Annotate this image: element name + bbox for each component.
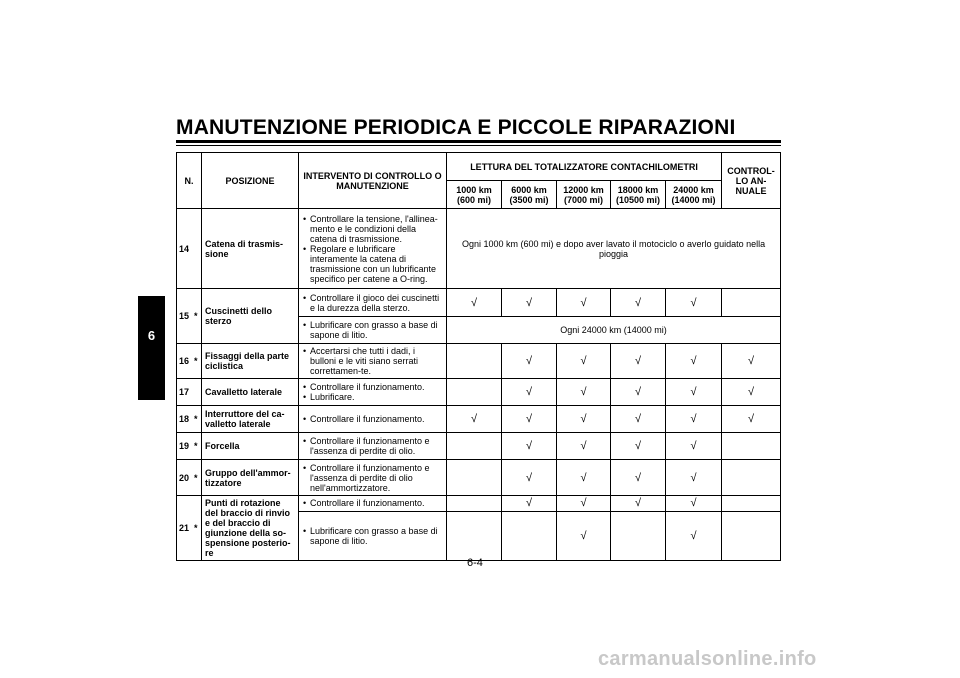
title-rule bbox=[176, 140, 781, 143]
row-intervention bbox=[299, 511, 447, 560]
watermark-text: carmanualsonline.info bbox=[598, 648, 817, 670]
row-number: 18 * bbox=[177, 406, 202, 433]
empty-cell bbox=[722, 496, 781, 512]
empty-cell bbox=[447, 460, 502, 496]
empty-cell bbox=[447, 344, 502, 379]
maintenance-table bbox=[176, 152, 781, 561]
list-item: • Controllare il funzionamento e l'assenza di perdite di olio. bbox=[310, 436, 443, 456]
check-mark: √ bbox=[557, 406, 611, 433]
row-number: 17 bbox=[177, 379, 202, 406]
row-intervention bbox=[299, 289, 447, 317]
star-mark: * bbox=[194, 311, 198, 321]
header-annual-check: CONTROL-LO AN-NUALE bbox=[722, 153, 781, 209]
header-km-5: 24000 km (14000 mi) bbox=[666, 181, 722, 209]
list-item: • Lubrificare. bbox=[310, 392, 443, 402]
check-mark: √ bbox=[557, 289, 611, 317]
header-km-1: 1000 km (600 mi) bbox=[447, 181, 502, 209]
star-mark: * bbox=[194, 523, 198, 533]
list-item: • Controllare il funzionamento e l'assenza di perdite di olio nell'ammortizzatore. bbox=[310, 463, 443, 493]
list-item: • Regolare e lubrificare interamente la catena di trasmissione con un lubrificante specifico per catene a O-ring. bbox=[310, 244, 443, 284]
title-rule-thin bbox=[176, 145, 781, 146]
list-item: • Controllare il funzionamento. bbox=[310, 382, 443, 392]
empty-cell bbox=[722, 289, 781, 317]
check-mark: √ bbox=[666, 344, 722, 379]
header-km-2: 6000 km (3500 mi) bbox=[502, 181, 557, 209]
row-position: Gruppo dell'ammor-tizzatore bbox=[202, 460, 299, 496]
check-mark: √ bbox=[447, 406, 502, 433]
check-mark: √ bbox=[666, 496, 722, 512]
table-row bbox=[177, 209, 781, 289]
page-number: 6-4 bbox=[467, 557, 483, 569]
header-odometer: LETTURA DEL TOTALIZZATORE CONTACHILOMETRI bbox=[447, 153, 722, 181]
check-mark: √ bbox=[502, 496, 557, 512]
star-mark: * bbox=[194, 356, 198, 366]
check-mark: √ bbox=[502, 460, 557, 496]
empty-cell bbox=[502, 511, 557, 560]
row-position: Fissaggi della parte ciclistica bbox=[202, 344, 299, 379]
check-mark: √ bbox=[611, 289, 666, 317]
row-number: 20 * bbox=[177, 460, 202, 496]
check-mark: √ bbox=[557, 344, 611, 379]
header-km-3: 12000 km (7000 mi) bbox=[557, 181, 611, 209]
check-mark: √ bbox=[722, 406, 781, 433]
check-mark: √ bbox=[722, 344, 781, 379]
header-n: N. bbox=[177, 153, 202, 209]
table-row bbox=[177, 460, 781, 496]
star-mark: * bbox=[194, 472, 198, 483]
page-title: MANUTENZIONE PERIODICA E PICCOLE RIPARAZIONI bbox=[176, 116, 736, 139]
chapter-number: 6 bbox=[147, 328, 156, 343]
table-row bbox=[177, 289, 781, 317]
list-item: • Accertarsi che tutti i dadi, i bulloni e le viti siano serrati correttamen-te. bbox=[310, 346, 443, 376]
row-number: 15 * bbox=[177, 289, 202, 344]
row-intervention bbox=[299, 406, 447, 433]
row-interval: Ogni 24000 km (14000 mi) bbox=[447, 317, 781, 344]
check-mark: √ bbox=[557, 379, 611, 406]
row-intervention bbox=[299, 379, 447, 406]
row-number: 16 * bbox=[177, 344, 202, 379]
check-mark: √ bbox=[611, 379, 666, 406]
row-intervention bbox=[299, 317, 447, 344]
header-position: POSIZIONE bbox=[202, 153, 299, 209]
check-mark: √ bbox=[557, 511, 611, 560]
check-mark: √ bbox=[557, 460, 611, 496]
empty-cell bbox=[722, 511, 781, 560]
empty-cell bbox=[447, 433, 502, 460]
check-mark: √ bbox=[502, 289, 557, 317]
table-row bbox=[177, 406, 781, 433]
row-intervention bbox=[299, 344, 447, 379]
check-mark: √ bbox=[666, 379, 722, 406]
check-mark: √ bbox=[666, 289, 722, 317]
row-interval: Ogni 1000 km (600 mi) e dopo aver lavato il motociclo o averlo guidato nella pioggia bbox=[447, 209, 781, 289]
row-position: Catena di trasmis-sione bbox=[202, 209, 299, 289]
check-mark: √ bbox=[557, 496, 611, 512]
row-intervention bbox=[299, 496, 447, 512]
empty-cell bbox=[447, 379, 502, 406]
row-position: Punti di rotazione del braccio di rinvio e del braccio di giunzione della so-spensione posterio-re bbox=[202, 496, 299, 561]
check-mark: √ bbox=[502, 433, 557, 460]
table-row bbox=[177, 379, 781, 406]
empty-cell bbox=[447, 496, 502, 512]
list-item: • Controllare il gioco dei cuscinetti e la durezza della sterzo. bbox=[310, 293, 443, 313]
check-mark: √ bbox=[611, 496, 666, 512]
row-position: Interruttore del ca-valletto laterale bbox=[202, 406, 299, 433]
row-position: Cavalletto laterale bbox=[202, 379, 299, 406]
row-intervention bbox=[299, 209, 447, 289]
check-mark: √ bbox=[502, 406, 557, 433]
check-mark: √ bbox=[502, 379, 557, 406]
list-item: • Lubrificare con grasso a base di sapone di litio. bbox=[310, 320, 443, 340]
empty-cell bbox=[722, 460, 781, 496]
check-mark: √ bbox=[666, 406, 722, 433]
check-mark: √ bbox=[502, 344, 557, 379]
row-number: 14 bbox=[177, 209, 202, 289]
empty-cell bbox=[447, 511, 502, 560]
check-mark: √ bbox=[722, 379, 781, 406]
row-number: 21 * bbox=[177, 496, 202, 561]
check-mark: √ bbox=[611, 406, 666, 433]
row-number: 19 * bbox=[177, 433, 202, 460]
check-mark: √ bbox=[666, 460, 722, 496]
header-intervention: INTERVENTO DI CONTROLLO O MANUTENZIONE bbox=[299, 153, 447, 209]
star-mark: * bbox=[194, 441, 198, 451]
check-mark: √ bbox=[447, 289, 502, 317]
list-item: • Lubrificare con grasso a base di sapone di litio. bbox=[310, 526, 443, 546]
row-intervention bbox=[299, 433, 447, 460]
check-mark: √ bbox=[557, 433, 611, 460]
check-mark: √ bbox=[666, 433, 722, 460]
list-item: • Controllare il funzionamento. bbox=[310, 414, 443, 424]
empty-cell bbox=[611, 511, 666, 560]
check-mark: √ bbox=[611, 433, 666, 460]
table-row bbox=[177, 433, 781, 460]
star-mark: * bbox=[194, 414, 198, 424]
chapter-tab bbox=[138, 296, 165, 400]
list-item: • Controllare la tensione, l'allinea-mento e le condizioni della catena di trasmissione. bbox=[310, 214, 443, 244]
list-item: • Controllare il funzionamento. bbox=[310, 498, 443, 508]
check-mark: √ bbox=[611, 344, 666, 379]
row-intervention bbox=[299, 460, 447, 496]
check-mark: √ bbox=[611, 460, 666, 496]
table-row bbox=[177, 496, 781, 512]
empty-cell bbox=[722, 433, 781, 460]
row-position: Forcella bbox=[202, 433, 299, 460]
header-km-4: 18000 km (10500 mi) bbox=[611, 181, 666, 209]
check-mark: √ bbox=[666, 511, 722, 560]
table-row bbox=[177, 344, 781, 379]
row-position: Cuscinetti dello sterzo bbox=[202, 289, 299, 344]
